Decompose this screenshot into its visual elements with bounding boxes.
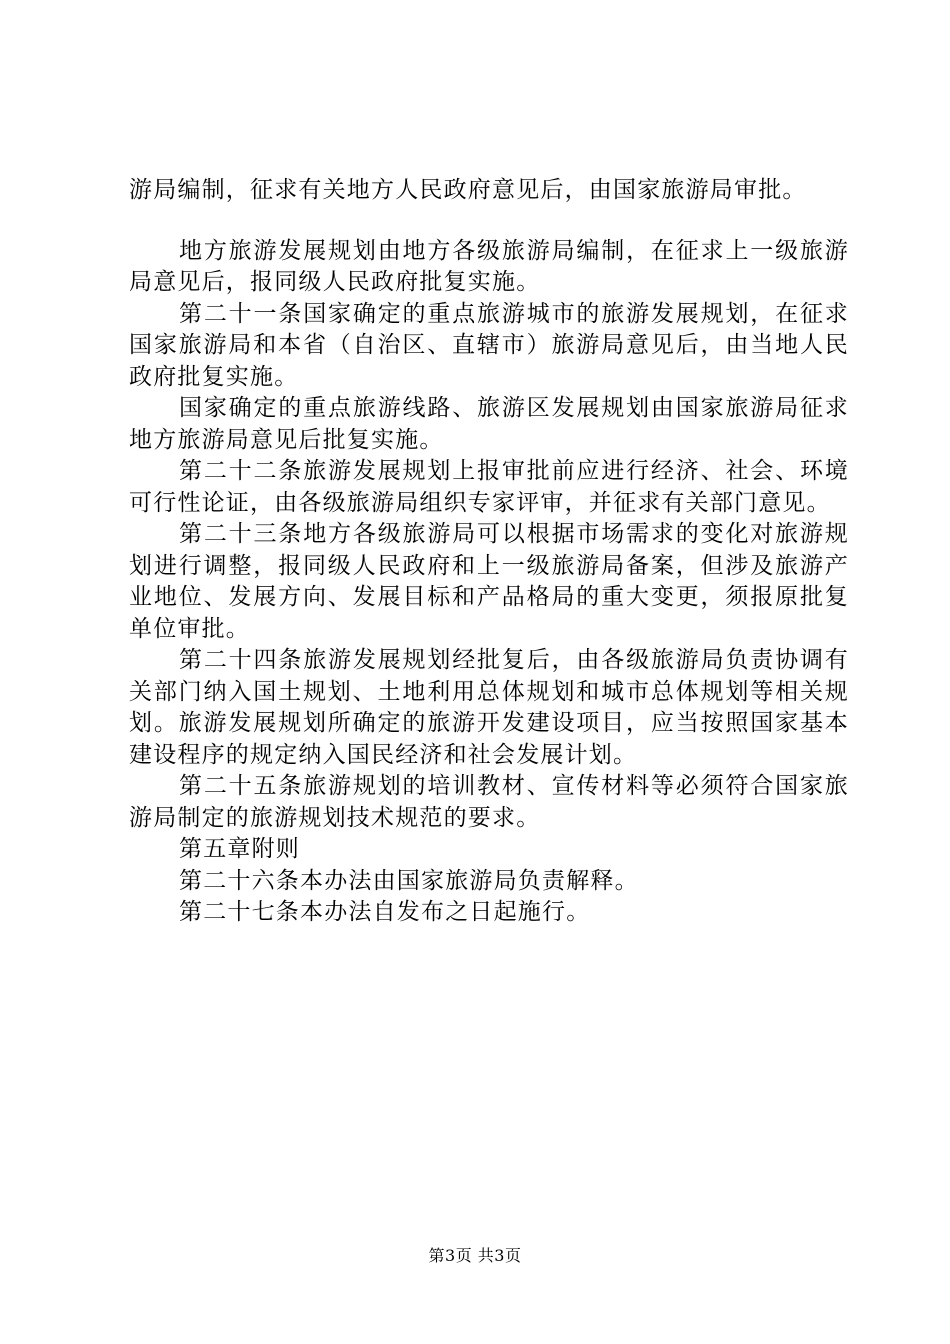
paragraph-continuation: 游局编制，征求有关地方人民政府意见后，由国家旅游局审批。 (129, 177, 807, 203)
paragraph-article-23: 第二十三条地方各级旅游局可以根据市场需求的变化对旅游规划进行调整，报同级人民政府和上一级旅游局备案，但涉及旅游产业地位、发展方向、发展目标和产品格局的重大变更，须报原批复单位审批。 (129, 521, 849, 642)
paragraph-article-26: 第二十六条本办法由国家旅游局负责解释。 (179, 867, 639, 894)
document-body (129, 175, 849, 929)
paragraph: 地方旅游发展规划由地方各级旅游局编制，在征求上一级旅游局意见后，报同级人民政府批复实施。 (129, 237, 849, 295)
paragraph-article-22: 第二十二条旅游发展规划上报审批前应进行经济、社会、环境可行性论证，由各级旅游局组织专家评审，并征求有关部门意见。 (129, 458, 849, 516)
page-number-footer: 第3页 共3页 (428, 1246, 522, 1265)
paragraph-article-27: 第二十七条本办法自发布之日起施行。 (179, 899, 591, 925)
paragraph-article-25: 第二十五条旅游规划的培训教材、宣传材料等必须符合国家旅游局制定的旅游规划技术规范的要求。 (129, 773, 849, 831)
chapter-heading: 第五章附则 (179, 836, 300, 862)
paragraph: 国家确定的重点旅游线路、旅游区发展规划由国家旅游局征求地方旅游局意见后批复实施。 (129, 395, 849, 453)
paragraph-article-24: 第二十四条旅游发展规划经批复后，由各级旅游局负责协调有关部门纳入国土规划、土地利用总体规划和城市总体规划等相关规划。旅游发展规划所确定的旅游开发建设项目，应当按照国家基本建设程序的规定纳入国民经济和社会发展计划。 (129, 647, 849, 768)
paragraph-article-21: 第二十一条国家确定的重点旅游城市的旅游发展规划，在征求国家旅游局和本省（自治区、直辖市）旅游局意见后，由当地人民政府批复实施。 (129, 300, 849, 390)
